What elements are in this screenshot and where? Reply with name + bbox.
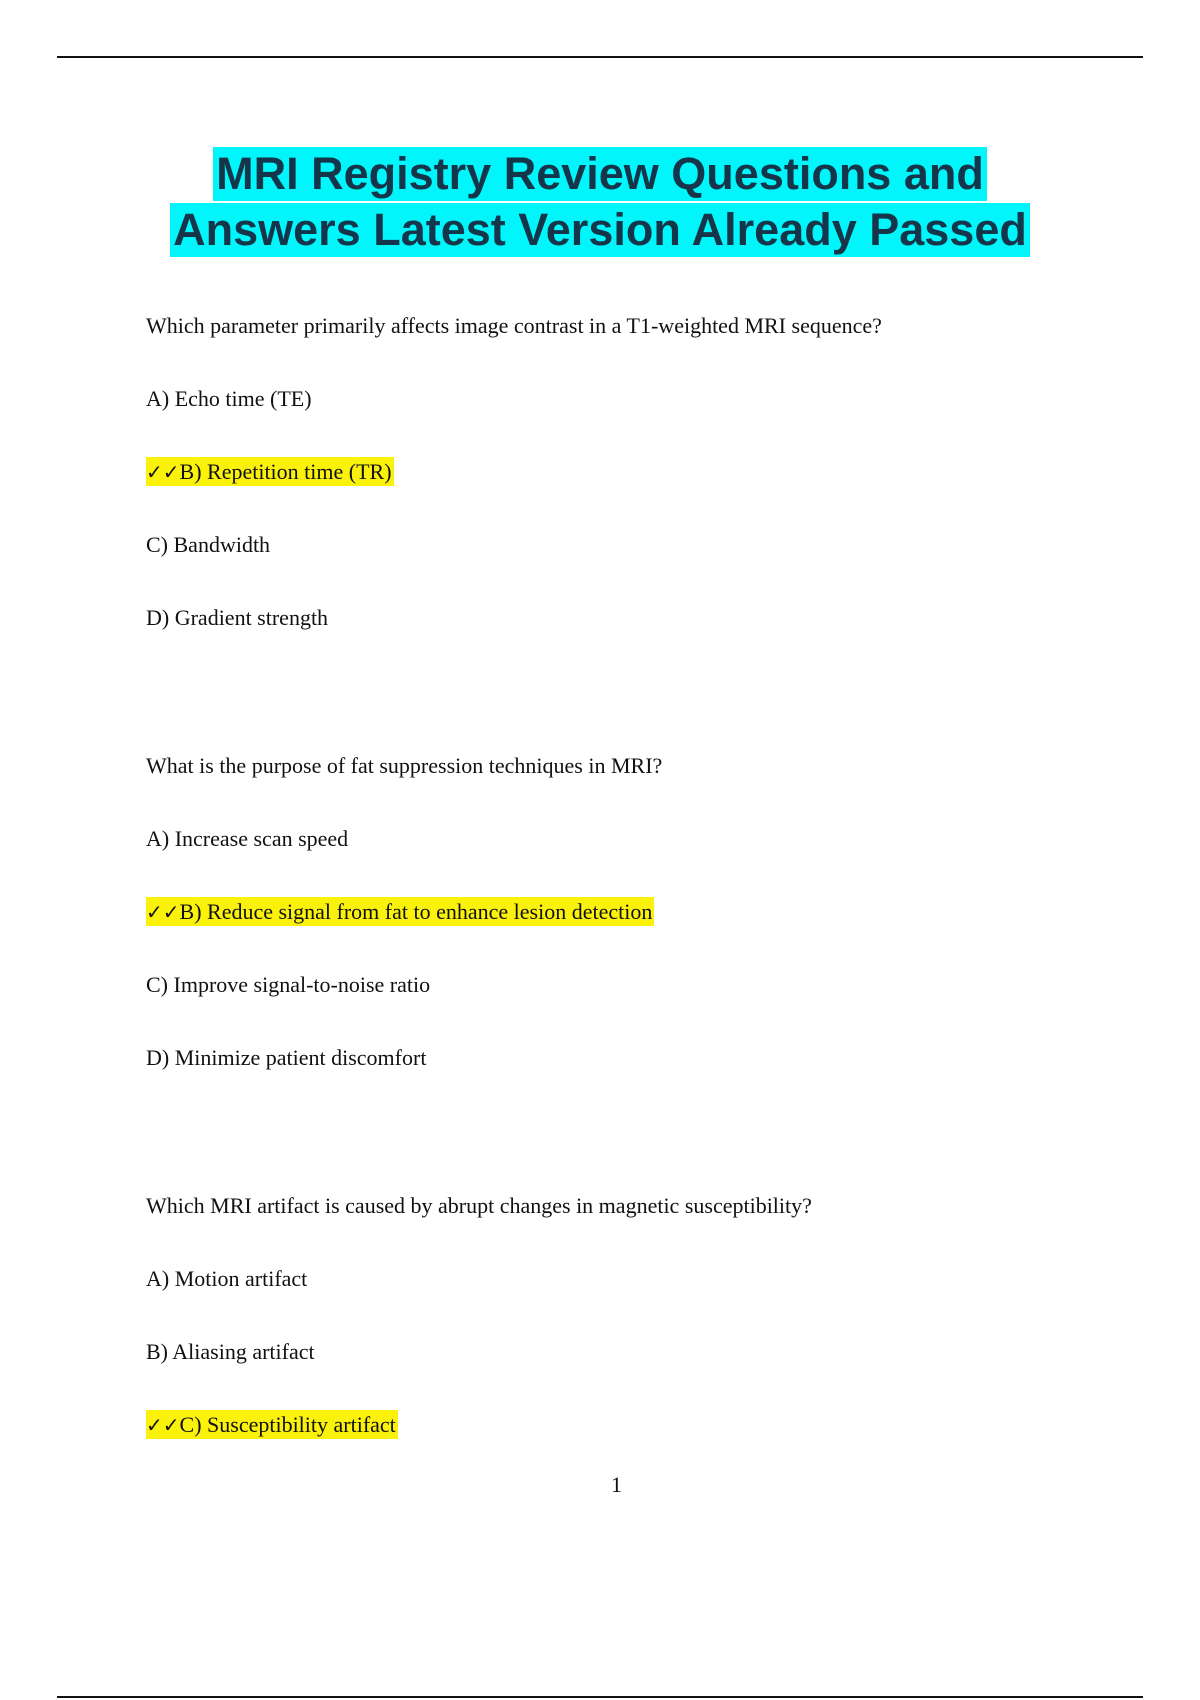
answer-option: C) Improve signal-to-noise ratio bbox=[146, 972, 431, 997]
title-line-1: MRI Registry Review Questions and bbox=[213, 147, 987, 201]
question-prompt: What is the purpose of fat suppression techniques in MRI? bbox=[146, 753, 663, 778]
answer-option: D) Minimize patient discomfort bbox=[146, 1045, 427, 1070]
answer-option: A) Increase scan speed bbox=[146, 826, 349, 851]
answer-option: C) Bandwidth bbox=[146, 532, 271, 557]
correct-answer-option bbox=[146, 457, 394, 487]
question-prompt: Which MRI artifact is caused by abrupt changes in magnetic susceptibility? bbox=[146, 1193, 812, 1218]
correct-answer-option bbox=[146, 1410, 398, 1440]
option-text: C) Susceptibility artifact bbox=[179, 1412, 396, 1437]
check-mark-icon: ✓✓ bbox=[146, 900, 180, 924]
question-prompt: Which parameter primarily affects image contrast in a T1-weighted MRI sequence? bbox=[146, 313, 882, 338]
page-number: 1 bbox=[611, 1472, 622, 1497]
title-line-2: Answers Latest Version Already Passed bbox=[170, 203, 1030, 257]
footer-rule bbox=[57, 1696, 1143, 1698]
answer-option: D) Gradient strength bbox=[146, 605, 329, 630]
answer-option: A) Echo time (TE) bbox=[146, 386, 312, 411]
answer-highlight bbox=[146, 1410, 398, 1439]
answer-highlight bbox=[146, 897, 654, 926]
correct-answer-option bbox=[146, 897, 654, 927]
answer-option: B) Aliasing artifact bbox=[146, 1339, 315, 1364]
option-text: B) Reduce signal from fat to enhance lesion detection bbox=[179, 899, 653, 924]
answer-highlight bbox=[146, 457, 394, 486]
check-mark-icon: ✓✓ bbox=[146, 460, 180, 484]
option-text: B) Repetition time (TR) bbox=[179, 459, 392, 484]
check-mark-icon: ✓✓ bbox=[146, 1413, 180, 1437]
answer-option: A) Motion artifact bbox=[146, 1266, 308, 1291]
